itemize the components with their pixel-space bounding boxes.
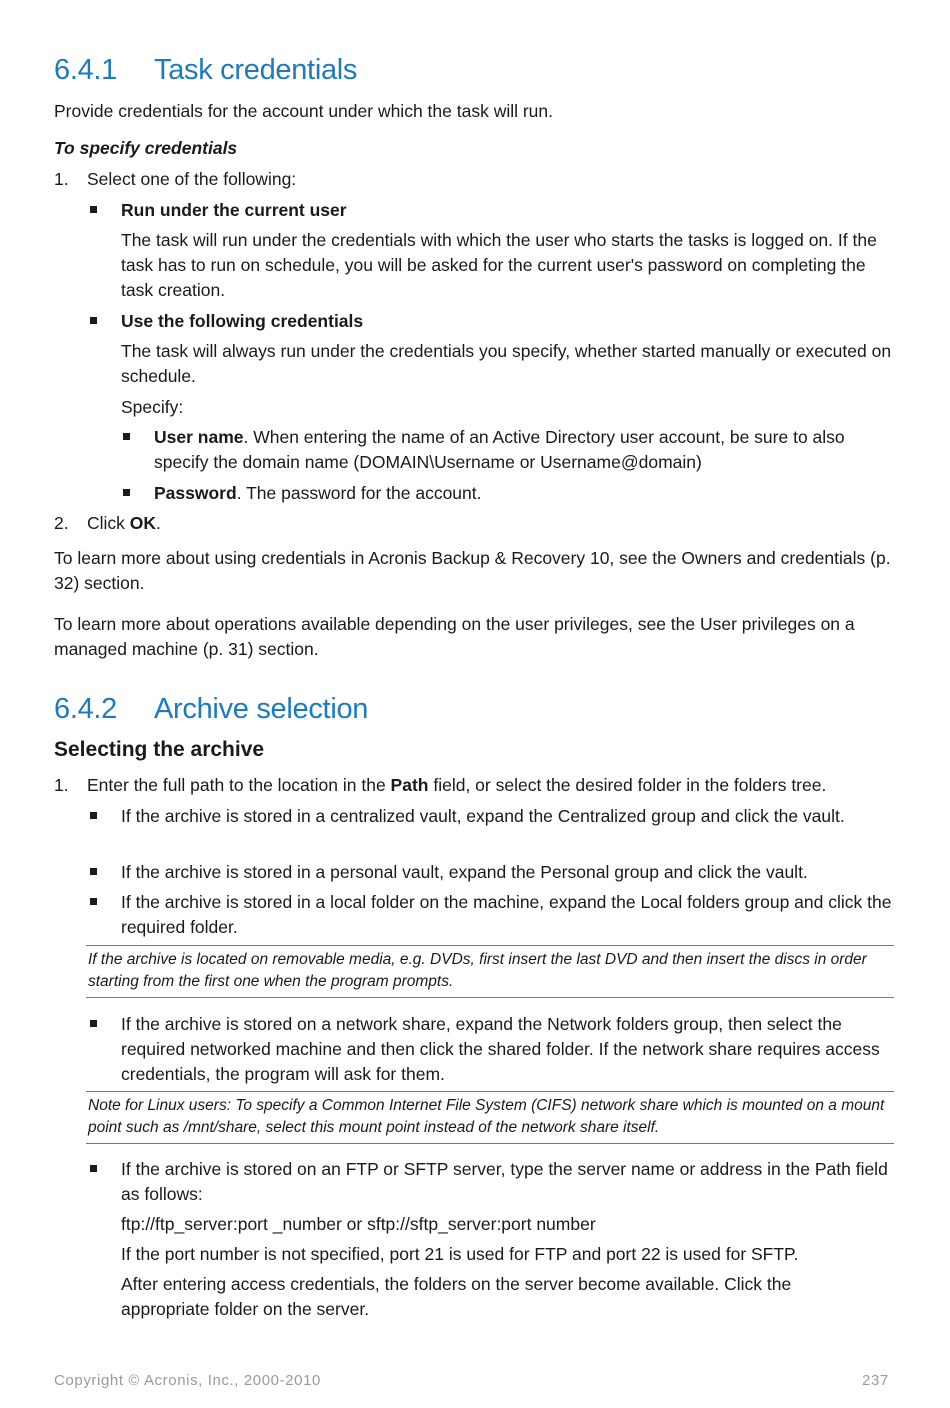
list-item: If the archive is stored on an FTP or SFTP server, type the server name or address in the Path field as follows: (121, 1157, 893, 1207)
subheading: Selecting the archive (54, 738, 265, 761)
intro-paragraph: Provide credentials for the account under which the task will run. (54, 101, 554, 121)
note-removable-media: If the archive is located on removable media, e.g. DVDs, first insert the last DVD and then insert the discs in order starting from the first one when the program prompts. (86, 945, 894, 998)
term-description: . The password for the account. (236, 483, 482, 503)
text: Enter the full path to the location in the (87, 775, 391, 795)
step-text (87, 511, 161, 536)
list-item: If the archive is stored in a centralized vault, expand the Centralized group and click the vault. (121, 804, 881, 829)
option-description: The task will run under the credentials with which the user who starts the tasks is logged on. If the task has to run on schedule, you will be asked for the current user's password on completing the task creation. (121, 230, 877, 300)
footer-copyright: Copyright © Acronis, Inc., 2000-2010 (54, 1372, 321, 1389)
sub-option-password (154, 481, 894, 506)
sub-option-user-name (154, 425, 894, 475)
step-text: Select one of the following: (87, 169, 297, 189)
section-number: 6.4.2 (54, 693, 117, 725)
text: . (156, 513, 161, 533)
term-description: . When entering the name of an Active Directory user account, be sure to also specify the domain name (DOMAIN\Username or Username@domain) (154, 427, 845, 472)
step-number: 1. (54, 775, 69, 795)
procedure-title: To specify credentials (54, 138, 238, 158)
section-number: 6.4.1 (54, 54, 117, 86)
ok-term: OK (129, 513, 157, 533)
section-heading-task-credentials (54, 54, 357, 87)
option-description: The task will always run under the credentials you specify, whether started manually or executed on schedule. (121, 341, 892, 386)
paragraph-user-privileges: To learn more about operations available depending on the user privileges, see the User privileges on a managed machine (p. 31) section. (54, 614, 855, 659)
option-run-under-current-user: Run under the current user (121, 198, 347, 223)
text: field, or select the desired folder in the folders tree. (428, 775, 827, 795)
after-credentials: After entering access credentials, the folders on the server become available. Click the appropriate folder on the server. (121, 1274, 792, 1319)
section-heading-archive-selection (54, 693, 368, 726)
note-linux-users: Note for Linux users: To specify a Common Internet File System (CIFS) network share which is mounted on a mount point such as /mnt/share, select this mount point instead of the network share itself. (86, 1091, 894, 1144)
path-term: Path (390, 775, 429, 795)
section-title: Archive selection (154, 693, 369, 725)
list-item: If the archive is stored in a personal vault, expand the Personal group and click the vault. (121, 860, 893, 885)
step-number: 1. (54, 169, 69, 189)
step-text (87, 773, 897, 798)
term: Password (154, 483, 237, 503)
section-title: Task credentials (154, 54, 358, 86)
term: User name (154, 427, 244, 447)
port-info: If the port number is not specified, port 21 is used for FTP and port 22 is used for SFTP. (121, 1244, 799, 1264)
option-use-following-credentials: Use the following credentials (121, 309, 363, 334)
list-item: If the archive is stored in a local folder on the machine, expand the Local folders group and click the required folder. (121, 890, 893, 940)
page-number: 237 (862, 1372, 889, 1389)
step-number: 2. (54, 513, 69, 533)
list-item: If the archive is stored on a network share, expand the Network folders group, then select the required networked machine and then click the shared folder. If the network share requires access credentials, the program will ask for them. (121, 1012, 893, 1087)
specify-label: Specify: (121, 397, 184, 417)
paragraph-owners-credentials: To learn more about using credentials in Acronis Backup & Recovery 10, see the Owners and credentials (p. 32) section. (54, 548, 891, 593)
text: Click (87, 513, 130, 533)
ftp-example: ftp://ftp_server:port _number or sftp://sftp_server:port number (121, 1214, 596, 1234)
